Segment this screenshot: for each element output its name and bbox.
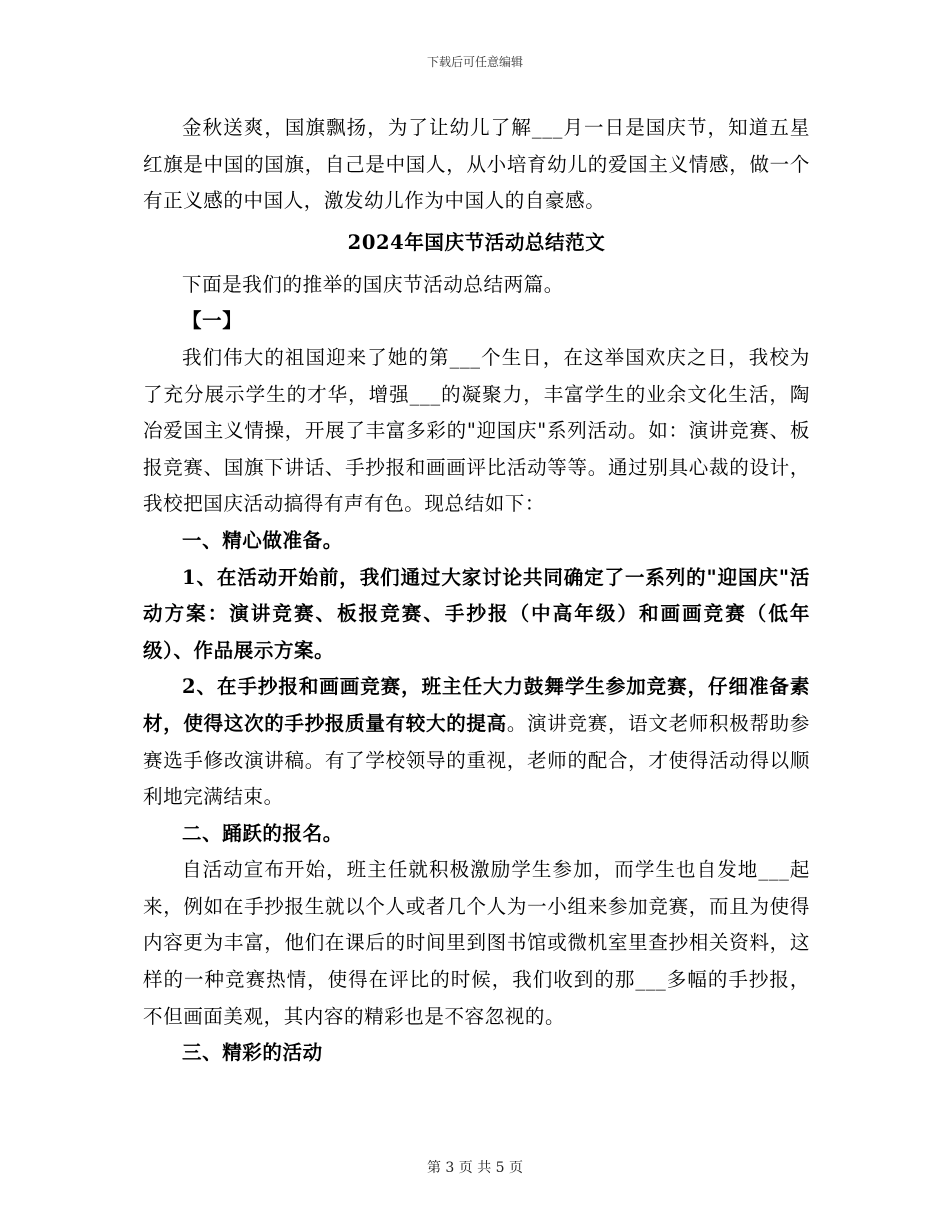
- heading-2: 二、踊跃的报名。: [182, 821, 343, 845]
- item-1: 1、在活动开始前，我们通过大家讨论共同确定了一系列的"迎国庆"活动方案：演讲竞赛、板报竞赛、手抄报（中高年级）和画画竞赛（低年级）、作品展示方案。: [143, 565, 810, 662]
- lead-paragraph: 下面是我们的推举的国庆节活动总结两篇。: [182, 272, 564, 296]
- document-body: [143, 110, 810, 1072]
- heading-1: 一、精心做准备。: [182, 528, 343, 552]
- intro-paragraph: 金秋送爽，国旗飘扬，为了让幼儿了解___月一日是国庆节，知道五星红旗是中国的国旗，自己是中国人，从小培育幼儿的爱国主义情感，做一个有正义感的中国人，激发幼儿作为中国人的自豪感。: [143, 116, 810, 213]
- paragraph-2: 自活动宣布开始，班主任就积极激励学生参加，而学生也自发地___起来，例如在手抄报生就以个人或者几个人为一小组来参加竞赛，而且为使得内容更为丰富，他们在课后的时间里到图书馆或微机室里查抄相关资料，这样的一种竞赛热情，使得在评比的时候，我们收到的那___多幅的手抄报，不但画面美观，其内容的精彩也是不容忽视的。: [143, 858, 810, 1028]
- item-2-bold-text: 2、在手抄报和画画竞赛，班主任大力鼓舞学生参加竞赛，仔细准备素材，使得这次的手抄报质量有较大的提高: [143, 675, 810, 735]
- page-header: 下载后可任意编辑: [426, 55, 523, 69]
- document-title: 2024年国庆节活动总结范文: [347, 230, 606, 254]
- heading-3: 三、精彩的活动: [182, 1041, 323, 1065]
- item-2: [143, 669, 810, 815]
- section-marker: 【一】: [182, 309, 243, 333]
- page-footer: 第 3 页 共 5 页: [426, 1160, 524, 1176]
- item-2-rest-text: 。演讲竞赛，语文老师积极帮助参赛选手修改演讲稿。有了学校领导的重视，老师的配合，才使得活动得以顺利地完满结束。: [143, 711, 810, 809]
- paragraph-1: 我们伟大的祖国迎来了她的第___个生日，在这举国欢庆之日，我校为了充分展示学生的才华，增强___的凝聚力，丰富学生的业余文化生活，陶冶爱国主义情操，开展了丰富多彩的"迎国庆"系列活动。如：演讲竞赛、板报竞赛、国旗下讲话、手抄报和画画评比活动等等。通过别具心裁的设计，我校把国庆活动搞得有声有色。现总结如下：: [143, 345, 810, 516]
